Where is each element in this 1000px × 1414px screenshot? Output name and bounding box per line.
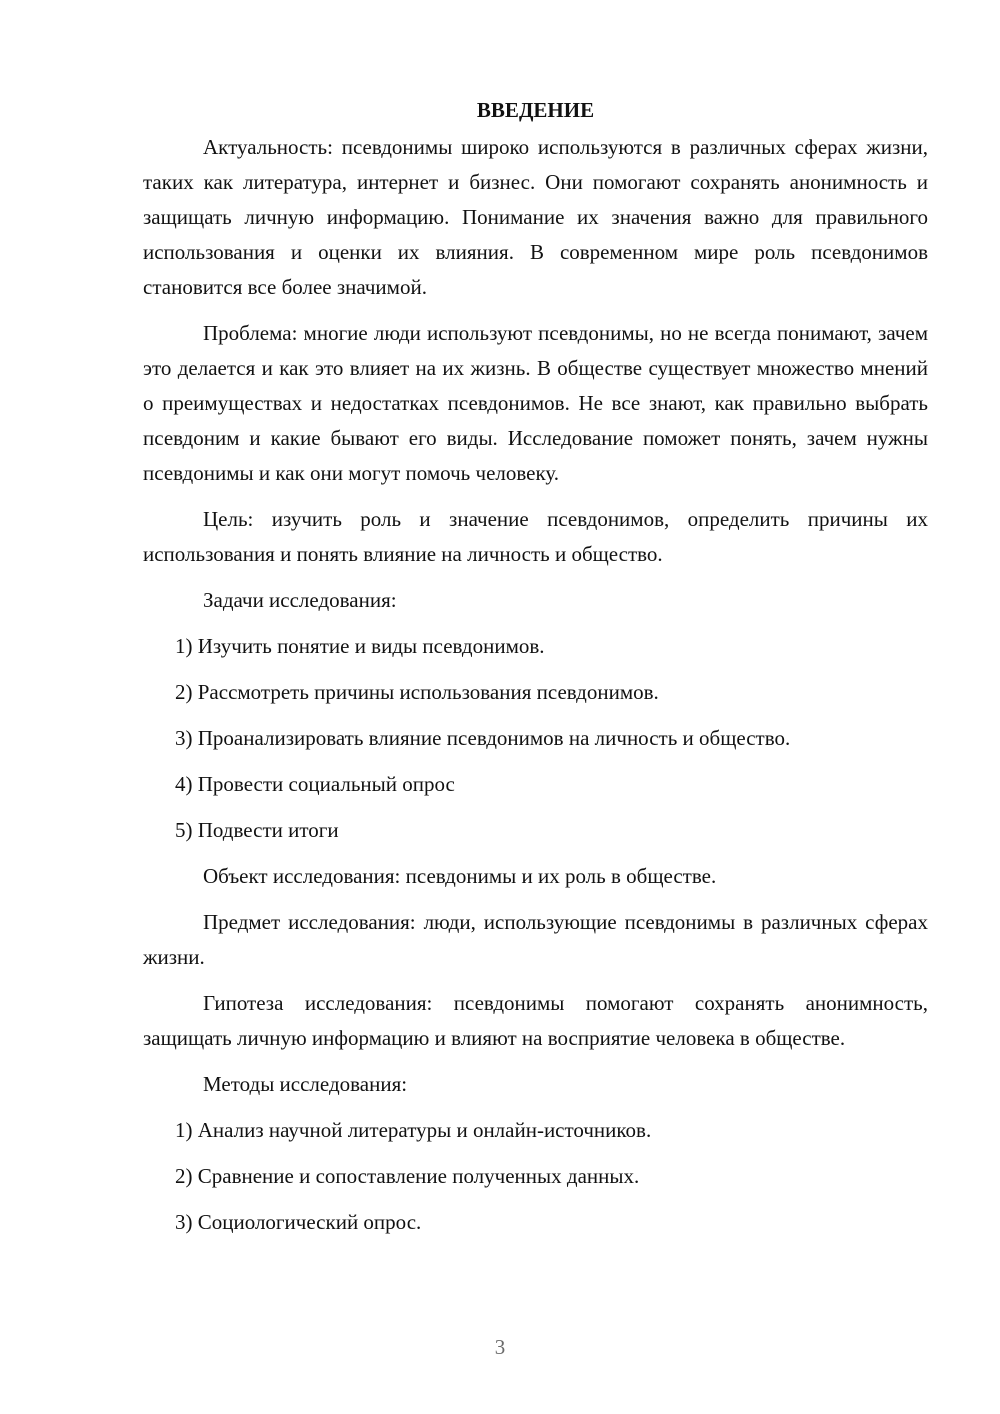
list-item: 2) Рассмотреть причины использования псевдонимов. xyxy=(175,680,659,704)
methods-title: Методы исследования: xyxy=(203,1072,408,1096)
list-item: 4) Провести социальный опрос xyxy=(175,772,455,796)
list-item: 1) Анализ научной литературы и онлайн-источников. xyxy=(175,1118,652,1142)
document-page xyxy=(143,92,928,1251)
object-paragraph: Объект исследования: псевдонимы и их роль в обществе. xyxy=(203,864,717,888)
methods-list xyxy=(143,1113,928,1240)
list-item: 1) Изучить понятие и виды псевдонимов. xyxy=(175,634,545,658)
list-item: 3) Проанализировать влияние псевдонимов на личность и общество. xyxy=(175,726,791,750)
subject-paragraph: Предмет исследования: люди, использующие псевдонимы в различных сферах жизни. xyxy=(143,910,928,969)
problem-paragraph: Проблема: многие люди используют псевдонимы, но не всегда понимают, зачем это делается и как это влияет на их жизнь. В обществе существует множество мнений о преимуществах и недостатках псевдонимов. Не все знают, как правильно выбрать псевдоним и какие бывают его виды. Исследование поможет понять, зачем нужны псевдонимы и как они могут помочь человеку. xyxy=(143,321,928,485)
list-item: 5) Подвести итоги xyxy=(175,818,339,842)
page-number: 3 xyxy=(494,1335,506,1359)
tasks-list xyxy=(143,629,928,848)
goal-paragraph: Цель: изучить роль и значение псевдонимов, определить причины их использования и понять влияние на личность и общество. xyxy=(143,507,928,566)
relevance-paragraph: Актуальность: псевдонимы широко используются в различных сферах жизни, таких как литература, интернет и бизнес. Они помогают сохранять анонимность и защищать личную информацию. Понимание их значения важно для правильного использования и оценки их влияния. В современном мире роль псевдонимов становится все более значимой. xyxy=(143,135,928,299)
section-heading: ВВЕДЕНИЕ xyxy=(476,98,595,122)
list-item: 2) Сравнение и сопоставление полученных данных. xyxy=(175,1164,640,1188)
list-item: 3) Социологический опрос. xyxy=(175,1210,422,1234)
tasks-title: Задачи исследования: xyxy=(203,588,397,612)
hypothesis-paragraph: Гипотеза исследования: псевдонимы помогают сохранять анонимность, защищать личную информацию и влияют на восприятие человека в обществе. xyxy=(143,991,928,1050)
